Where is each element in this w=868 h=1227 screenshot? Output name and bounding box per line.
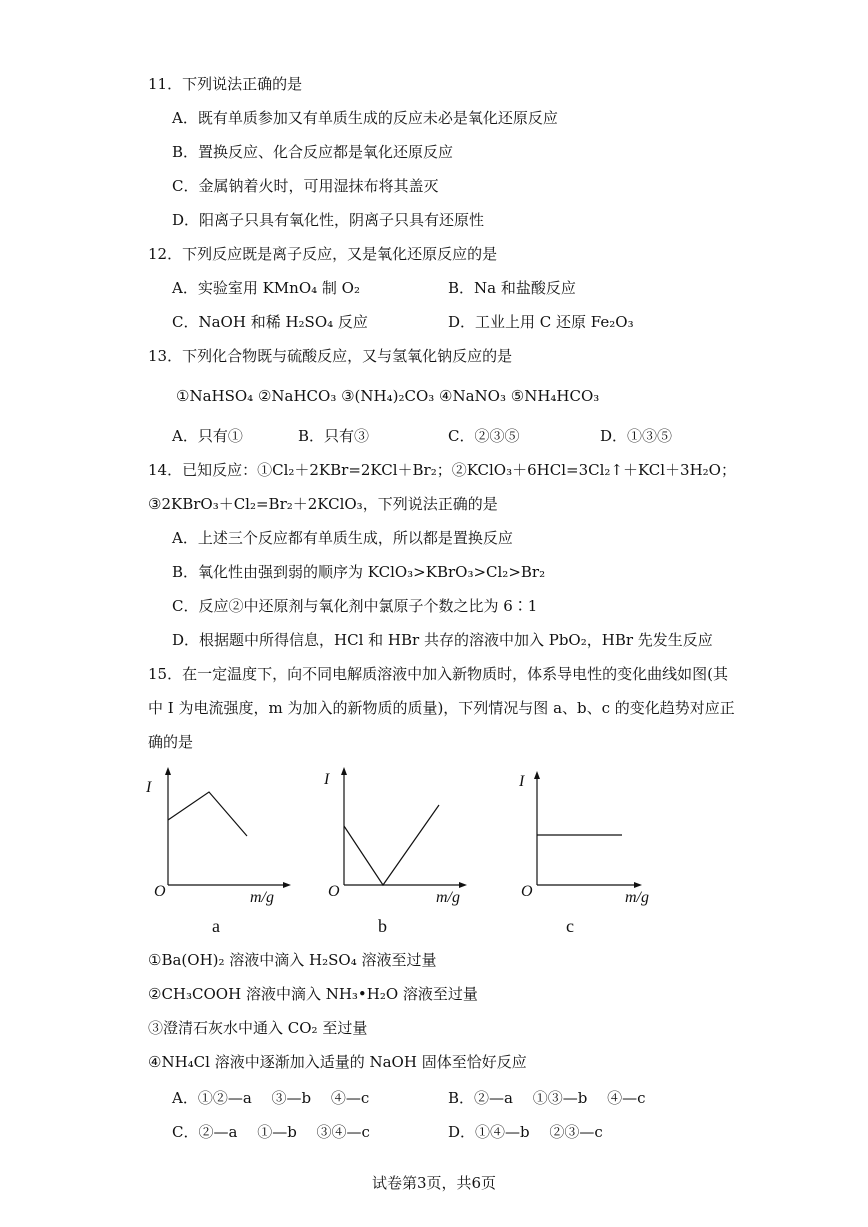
figure-c-x-label: m/g [625,889,649,906]
q14-option-b: B．氧化性由强到弱的顺序为 KClO₃>KBrO₃>Cl₂>Br₂ [172,563,546,581]
figure-a-x-label: m/g [250,889,274,906]
q14-option-c: C．反应②中还原剂与氧化剂中氯原子个数之比为 6∶1 [172,597,538,615]
figure-c-y-label: I [519,773,525,790]
figure-a [146,765,306,925]
q11-option-c: C．金属钠着火时，可用湿抹布将其盖灭 [172,177,439,195]
q15-option-b: B．②—a ①③—b ④—c [448,1089,646,1107]
q15-option-c: C．②—a ①—b ③④—c [172,1123,370,1141]
q11-option-a: A．既有单质参加又有单质生成的反应未必是氧化还原反应 [172,109,558,127]
q15-option-a: A．①②—a ③—b ④—c [172,1089,370,1107]
figure-b [322,765,482,925]
figure-b-y-label: I [324,771,330,788]
page-footer: 试卷第3页，共6页 [371,1174,497,1192]
q13-option-c: C．②③⑤ [448,427,520,445]
figure-b-caption: b [378,916,387,936]
q12-option-b: B．Na 和盐酸反应 [448,279,576,297]
figure-a-caption: a [212,916,220,936]
q15-stem-3: 确的是 [148,733,194,751]
q13-option-d: D．①③⑤ [600,427,673,445]
q13-stem: 13．下列化合物既与硫酸反应，又与氢氧化钠反应的是 [148,347,513,365]
figure-a-origin: O [154,883,166,900]
q12-option-c: C．NaOH 和稀 H₂SO₄ 反应 [172,313,368,331]
q11-stem: 11．下列说法正确的是 [148,75,303,93]
q15-stem-2: 中 I 为电流强度，m 为加入的新物质的质量)，下列情况与图 a、b、c 的变化趋势对应正 [148,699,735,717]
q11-option-d: D．阳离子只具有氧化性，阴离子只具有还原性 [172,211,485,229]
q14-option-a: A．上述三个反应都有单质生成，所以都是置换反应 [172,529,513,547]
figure-c [515,765,675,925]
q13-option-b: B．只有③ [298,427,370,445]
q15-statement-2: ②CH₃COOH 溶液中滴入 NH₃•H₂O 溶液至过量 [148,985,478,1003]
figure-b-x-label: m/g [436,889,460,906]
q11-option-b: B．置换反应、化合反应都是氧化还原反应 [172,143,454,161]
q15-statement-4: ④NH₄Cl 溶液中逐渐加入适量的 NaOH 固体至恰好反应 [148,1053,527,1071]
figure-b-curve [344,805,439,885]
q15-stem: 15．在一定温度下，向不同电解质溶液中加入新物质时，体系导电性的变化曲线如图(其 [148,665,728,683]
figure-a-curve [168,792,247,836]
figure-c-origin: O [521,883,533,900]
q12-stem: 12．下列反应既是离子反应，又是氧化还原反应的是 [148,245,498,263]
figure-a-y-label: I [146,779,152,796]
q13-option-a: A．只有① [172,427,243,445]
q12-option-d: D．工业上用 C 还原 Fe₂O₃ [448,313,634,331]
q15-option-d: D．①④—b ②③—c [448,1123,603,1141]
q12-option-a: A．实验室用 KMnO₄ 制 O₂ [172,279,360,297]
q15-statement-1: ①Ba(OH)₂ 溶液中滴入 H₂SO₄ 溶液至过量 [148,951,437,969]
figure-b-origin: O [328,883,340,900]
q15-statement-3: ③澄清石灰水中通入 CO₂ 至过量 [148,1019,368,1037]
q14-option-d: D．根据题中所得信息，HCl 和 HBr 共存的溶液中加入 PbO₂，HBr 先发生反应 [172,631,713,649]
figure-c-caption: c [566,916,574,936]
q14-stem-2: ③2KBrO₃＋Cl₂=Br₂＋2KClO₃，下列说法正确的是 [148,495,498,513]
q14-stem: 14．已知反应：①Cl₂＋2KBr=2KCl＋Br₂；②KClO₃＋6HCl=3Cl₂↑＋KCl＋3H₂O； [148,461,736,479]
q13-compound-list: ①NaHSO₄ ②NaHCO₃ ③(NH₄)₂CO₃ ④NaNO₃ ⑤NH₄HCO₃ [176,387,600,405]
